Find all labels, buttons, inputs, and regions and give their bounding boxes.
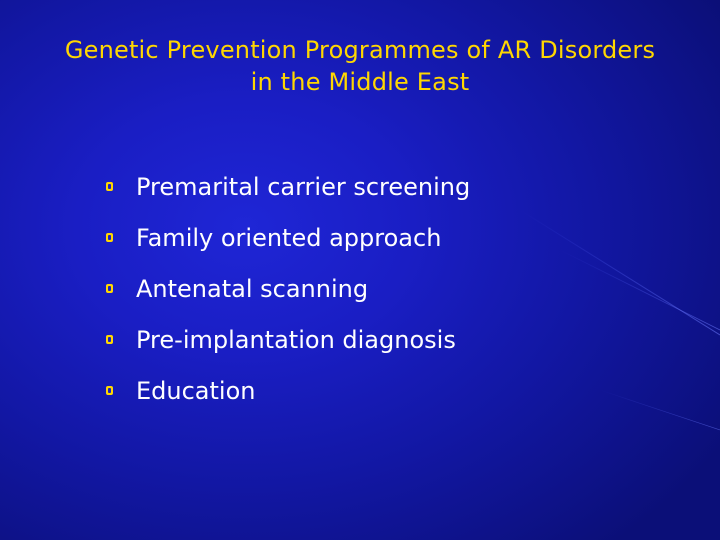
square-bullet-icon (106, 182, 114, 192)
square-bullet-icon (106, 335, 114, 345)
bullet-text: Antenatal scanning (136, 274, 369, 303)
slide-title-line-1: Genetic Prevention Programmes of AR Disorders (64, 36, 656, 64)
square-bullet-icon (106, 386, 114, 396)
bullet-text: Premarital carrier screening (136, 172, 471, 201)
slide-title (20, 34, 700, 98)
bullet-text: Family oriented approach (136, 223, 442, 252)
bullet-item (106, 314, 470, 365)
bullet-text: Pre-implantation diagnosis (136, 325, 456, 354)
bullet-item (106, 212, 470, 263)
bullet-list (106, 161, 470, 416)
square-bullet-icon (106, 233, 114, 243)
bullet-text: Education (136, 376, 256, 405)
bullet-item (106, 365, 470, 416)
square-bullet-icon (106, 284, 114, 294)
slide-title-line-2: in the Middle East (250, 68, 470, 96)
bullet-item (106, 161, 470, 212)
bullet-item (106, 263, 470, 314)
